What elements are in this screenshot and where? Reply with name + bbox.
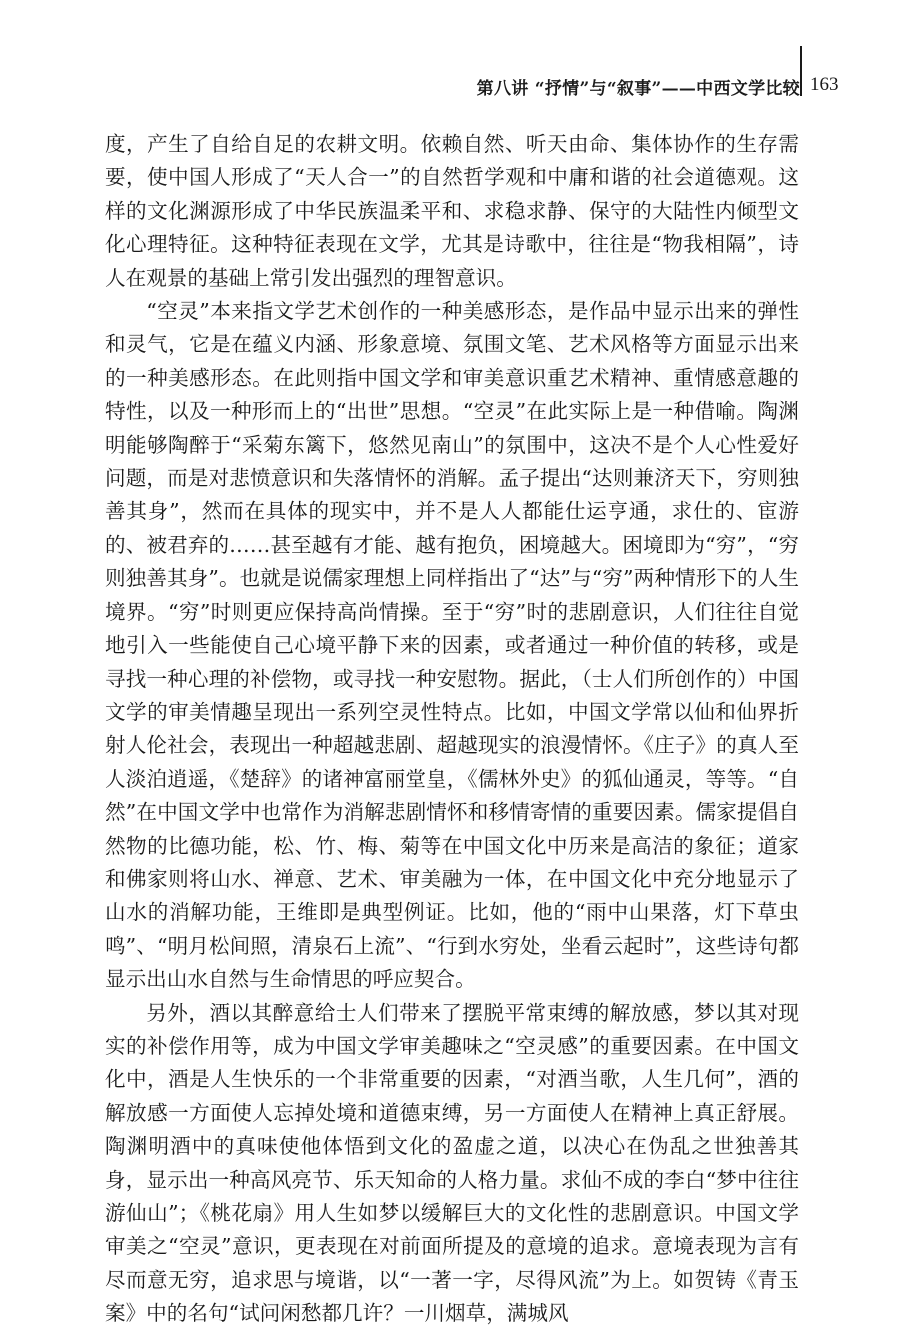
running-header-title: 第八讲 “抒情”与“叙事”——中西文学比较 — [476, 79, 800, 99]
paragraph-kongling: “空灵”本来指文学艺术创作的一种美感形态，是作品中显示出来的弹性和灵气，它是在蕴义内涵、形象意境、氛围文笔、艺术风格等方面显示出来的一种美感形态。在此则指中国文学和审美意识重艺术精神、重情感意趣的特性，以及一种形而上的“出世”思想。“空灵”在此实际上是一种借喻。陶渊明能够陶醉于“采菊东篱下，悠然见南山”的氛围中，这决不是个人心性爱好问题，而是对悲愤意识和失落情怀的消解。孟子提出“达则兼济天下，穷则独善其身”，然而在具体的现实中，并不是人人都能仕运亨通，求仕的、宦游的、被君弃的……甚至越有才能、越有抱负，困境越大。困境即为“穷”，“穷则独善其身”。也就是说儒家理想上同样指出了“达”与“穷”两种情形下的人生境界。“穷”时则更应保持高尚情操。至于“穷”时的悲剧意识，人们往往自觉地引入一些能使自己心境平静下来的因素，或者通过一种价值的转移，或是寻找一种心理的补偿物，或寻找一种安慰物。据此，（士人们所创作的）中国文学的审美情趣呈现出一系列空灵性特点。比如，中国文学常以仙和仙界折射人伦社会，表现出一种超越悲剧、超越现实的浪漫情怀。《庄子》的真人至人淡泊逍遥，《楚辞》的诸神富丽堂皇，《儒林外史》的狐仙通灵，等等。“自然”在中国文学中也常作为消解悲剧情怀和移情寄情的重要因素。儒家提倡自然物的比德功能，松、竹、梅、菊等在中国文化中历来是高洁的象征；道家和佛家则将山水、禅意、艺术、审美融为一体，在中国文化中充分地显示了山水的消解功能，王维即是典型例证。比如，他的“雨中山果落，灯下草虫鸣”、“明月松间照，清泉石上流”、“行到水穷处，坐看云起时”，这些诗句都显示出山水自然与生命情思的呼应契合。 — [105, 299, 799, 992]
body-text — [105, 128, 799, 1331]
header-divider — [800, 46, 802, 96]
paragraph-wine-dream: 另外，酒以其醉意给士人们带来了摆脱平常束缚的解放感，梦以其对现实的补偿作用等，成为中国文学审美趣味之“空灵感”的重要因素。在中国文化中，酒是人生快乐的一个非常重要的因素，“对酒当歌，人生几何”，酒的解放感一方面使人忘掉处境和道德束缚，另一方面使人在精神上真正舒展。陶渊明酒中的真味使他体悟到文化的盈虚之道，以决心在伪乱之世独善其身，显示出一种高风亮节、乐天知命的人格力量。求仙不成的李白“梦中往往游仙山”；《桃花扇》用人生如梦以缓解巨大的文化性的悲剧意识。中国文学审美之“空灵”意识，更表现在对前面所提及的意境的追求。意境表现为言有尽而意无穷，追求思与境谐，以“一著一字，尽得风流”为上。如贺铸《青玉案》中的名句“试问闲愁都几许？一川烟草，满城风 — [105, 1000, 799, 1326]
paragraph-continued: 度，产生了自给自足的农耕文明。依赖自然、听天由命、集体协作的生存需要，使中国人形成了“天人合一”的自然哲学观和中庸和谐的社会道德观。这样的文化渊源形成了中华民族温柔平和、求稳求静、保守的大陆性内倾型文化心理特征。这种特征表现在文学，尤其是诗歌中，往往是“物我相隔”，诗人在观景的基础上常引发出强烈的理智意识。 — [105, 132, 799, 290]
page-number: 163 — [810, 74, 839, 95]
page-header — [0, 60, 900, 110]
